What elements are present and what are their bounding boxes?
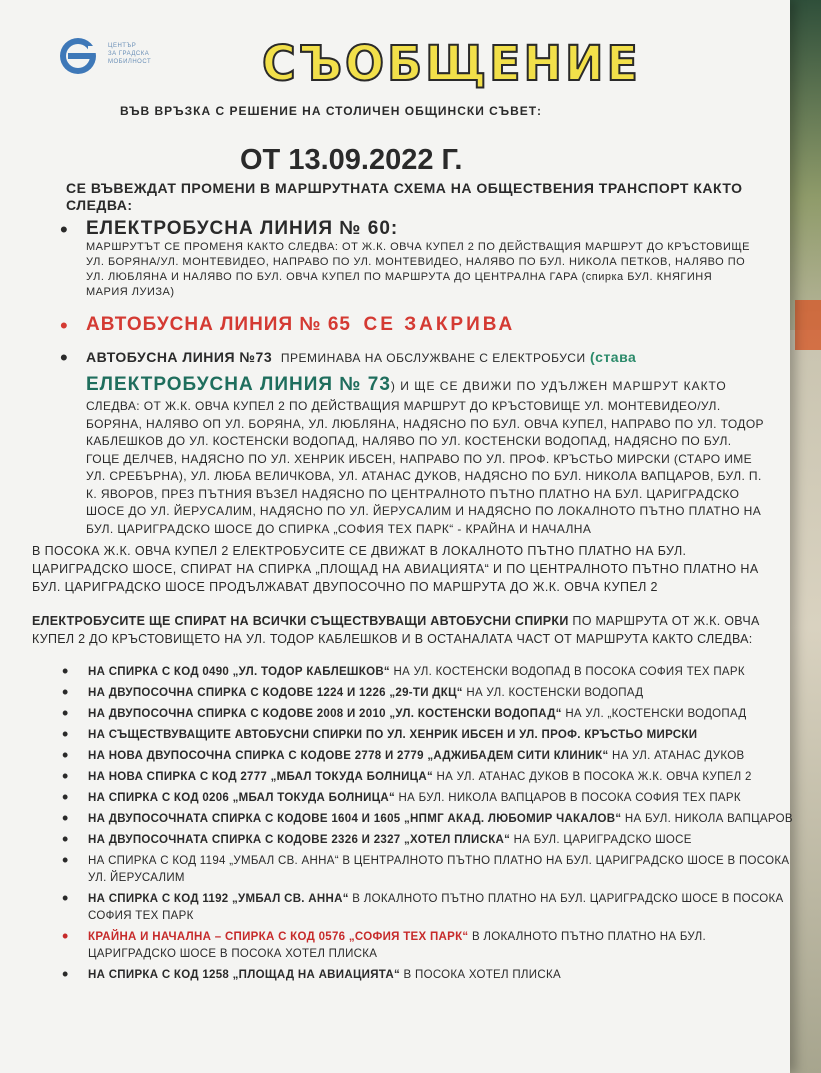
stop-rest-text: НА УЛ. АТАНАС ДУКОВ	[608, 750, 745, 762]
stop-bold-text: НА ДВУПОСОЧНА СПИРКА С КОДОВЕ 2008 И 2010 „УЛ. КОСТЕНСКИ ВОДОПАД“	[88, 708, 562, 720]
list-item	[84, 748, 794, 765]
stop-rest-text: НА БУЛ. ЦАРИГРАДСКО ШОСЕ	[510, 834, 692, 846]
stop-bold-text: НА СПИРКА С КОД 0206 „МБАЛ ТОКУДА БОЛНИЦА“	[88, 792, 396, 804]
stop-bold-text: НА СПИРКА С КОД 1192 „УМБАЛ СВ. АННА“	[88, 893, 349, 905]
list-item	[84, 706, 794, 723]
stop-rest-text: НА УЛ. КОСТЕНСКИ ВОДОПАД В ПОСОКА СОФИЯ ТЕХ ПАРК	[390, 666, 745, 678]
list-item	[84, 967, 794, 984]
stop-bold-text: НА НОВА СПИРКА С КОД 2777 „МБАЛ ТОКУДА БОЛНИЦА“	[88, 771, 434, 783]
line-60-heading: ЕЛЕКТРОБУСНА ЛИНИЯ № 60:	[86, 218, 399, 239]
line-73-new-row	[86, 374, 727, 396]
list-item	[84, 891, 794, 925]
list-item	[84, 853, 794, 887]
line-73-text-b: ) И ЩЕ СЕ ДВИЖИ ПО УДЪЛЖЕН МАРШРУТ КАКТО	[390, 379, 727, 393]
stop-rest-text: В ПОСОКА ХОТЕЛ ПЛИСКА	[400, 969, 561, 981]
stops-heading-rest: ПО МАРШРУТА ОТ Ж.К. ОВЧА КУПЕЛ 2 ДО КРЪСТОВИЩЕТО НА УЛ. ТОДОР КАБЛЕШКОВ И В ОСТАНАЛАТА ЧАСТ ОТ МАРШРУТА КАКТО СЛЕДВА:	[32, 614, 760, 646]
logo-icon	[52, 36, 104, 76]
stop-rest-text: НА СПИРКА С КОД 1194 „УМБАЛ СВ. АННА“ В ЦЕНТРАЛНОТО ПЪТНО ПЛАТНО НА БУЛ. ЦАРИГРАДСКО ШОСЕ В ПОСОКА УЛ. ЙЕРУСАЛИМ	[88, 855, 790, 884]
stop-bold-text: НА СПИРКА С КОД 0490 „УЛ. ТОДОР КАБЛЕШКОВ“	[88, 666, 390, 678]
line-73-direction: В ПОСОКА Ж.К. ОВЧА КУПЕЛ 2 ЕЛЕКТРОБУСИТЕ СЕ ДВИЖАТ В ЛОКАЛНОТО ПЪТНО ПЛАТНО НА БУЛ. ЦАРИГРАДСКО ШОСЕ, СПИРАТ НА СПИРКА „ПЛОЩАД НА АВИАЦИЯТА“ И ПО ЦЕНТРАЛНОТО ПЪТНО ПЛАТНО НА БУЛ. ЦАРИГРАДСКО ШОСЕ ПРОДЪЛЖАВАТ ДВУПОСОЧНО ПО МАРШРУТА ДО Ж.К. ОВЧА КУПЕЛ 2	[32, 544, 759, 594]
stop-rest-text: НА БУЛ. НИКОЛА ВАПЦАРОВ В ПОСОКА СОФИЯ ТЕХ ПАРК	[395, 792, 741, 804]
line-65-status: СЕ ЗАКРИВА	[363, 314, 516, 335]
line-73-heading-row	[86, 349, 776, 365]
stop-bold-text: НА СПИРКА С КОД 1258 „ПЛОЩАД НА АВИАЦИЯТА“	[88, 969, 401, 981]
list-item	[84, 664, 794, 681]
stop-rest-text: НА УЛ. КОСТЕНСКИ ВОДОПАД	[462, 687, 644, 699]
stop-bold-text: НА ДВУПОСОЧНАТА СПИРКА С КОДОВЕ 1604 И 1605 „НПМГ АКАД. ЛЮБОМИР ЧАКАЛОВ“	[88, 813, 622, 825]
bullet-73: •	[60, 345, 68, 370]
stops-heading-bold: ЕЛЕКТРОБУСИТЕ ЩЕ СПИРАТ НА ВСИЧКИ СЪЩЕСТВУВАЩИ АВТОБУСНИ СПИРКИ	[32, 614, 569, 628]
logo-line-3: МОБИЛНОСТ	[108, 59, 152, 65]
stop-bold-text: НА ДВУПОСОЧНАТА СПИРКА С КОДОВЕ 2326 И 2327 „ХОТЕЛ ПЛИСКА“	[88, 834, 511, 846]
line-73-text-a: ПРЕМИНАВА НА ОБСЛУЖВАНЕ С ЕЛЕКТРОБУСИ	[280, 351, 586, 365]
line-73-new-name: ЕЛЕКТРОБУСНА ЛИНИЯ № 73	[86, 374, 391, 395]
list-item	[84, 727, 794, 744]
background-object	[795, 300, 821, 350]
stop-bold-text: НА НОВА ДВУПОСОЧНА СПИРКА С КОДОВЕ 2778 И 2779 „АДЖИБАДЕМ СИТИ КЛИНИК“	[88, 750, 609, 762]
effective-date: ОТ 13.09.2022 Г.	[240, 144, 463, 176]
logo-line-2: ЗА ГРАДСКА	[108, 51, 150, 57]
line-65-heading	[86, 314, 515, 336]
list-item	[84, 811, 794, 828]
bullet-65: •	[60, 313, 68, 338]
list-item	[84, 769, 794, 786]
line-73-heading: АВТОБУСНА ЛИНИЯ №73	[86, 349, 273, 365]
line-73-route: СЛЕДВА: ОТ Ж.К. ОВЧА КУПЕЛ 2 ПО ДЕЙСТВАЩИЯ МАРШРУТ ДО КРЪСТОВИЩЕ УЛ. МОНТЕВИДЕО/УЛ. БОРЯНА, НАЛЯВО ОП УЛ. БОРЯНА, УЛ. ЛЮБЛЯНА, НАДЯСНО ПО БУЛ. ОВЧА КУПЕЛ, НАПРАВО ПО УЛ. ТОДОР КАБЛЕШКОВ ДО УЛ. КОСТЕНСКИ ВОДОПАД, НАЛЯВО ПО УЛ. КОСТЕНСКИ ВОДОПАД, НАДЯСНО ПО БУЛ. ГОЦЕ ДЕЛЧЕВ, НАДЯСНО ПО УЛ. ХЕНРИК ИБСЕН, НАПРАВО ПО УЛ. ПРОФ. КРЪСТЬО МИРСКИ (СТАРО ИМЕ УЛ. СРЕБЪРНА), УЛ. ЛЮБА ВЕЛИЧКОВА, УЛ. АТАНАС ДУКОВ, НАДЯСНО ПО БУЛ. НИКОЛА ВАПЦАРОВ, БУЛ. П. К. ЯВОРОВ, ПРЕЗ ПЪТНИЯ ВЪЗЕЛ НАДЯСНО ПО ЦЕНТРАЛНОТО ПЪТНО ПЛАТНО НА БУЛ. ЦАРИГРАДСКО ШОСЕ ДО УЛ. ЙЕРУСАЛИМ, НАДЯСНО ПО УЛ. ЙЕРУСАЛИМ И НАДЯСНО ПО ЛОКАЛНОТО ПЪТНО ПЛАТНО НА БУЛ. ЦАРИГРАДСКО ШОСЕ ДО СПИРКА „СОФИЯ ТЕХ ПАРК“ - КРАЙНА И НАЧАЛНА	[86, 399, 764, 536]
line-65-name: АВТОБУСНА ЛИНИЯ № 65	[86, 314, 351, 335]
stop-bold-text: НА СЪЩЕСТВУВАЩИТЕ АВТОБУСНИ СПИРКИ ПО УЛ. ХЕНРИК ИБСЕН И УЛ. ПРОФ. КРЪСТЬО МИРСКИ	[88, 729, 698, 741]
stops-list	[84, 664, 794, 988]
stop-bold-text: КРАЙНА И НАЧАЛНА – СПИРКА С КОД 0576 „СОФИЯ ТЕХ ПАРК“	[88, 931, 469, 943]
list-item	[84, 685, 794, 702]
line-73-note: (става	[590, 349, 637, 365]
intro-text: ВЪВ ВРЪЗКА С РЕШЕНИЕ НА СТОЛИЧЕН ОБЩИНСКИ СЪВЕТ:	[120, 104, 542, 118]
list-item	[84, 832, 794, 849]
logo-line-1: ЦЕНТЪР	[108, 43, 137, 49]
notice-title: СЪОБЩЕНИЕ	[262, 34, 641, 92]
bullet-60: •	[60, 217, 68, 242]
list-item	[84, 929, 794, 963]
stop-rest-text: НА БУЛ. НИКОЛА ВАПЦАРОВ	[621, 813, 793, 825]
list-item	[84, 790, 794, 807]
stop-rest-text: В ЛОКАЛНОТО ПЪТНО ПЛАТНО НА БУЛ. ЦАРИГРАДСКО ШОСЕ В ПОСОКА СОФИЯ ТЕХ ПАРК	[88, 893, 784, 922]
stops-heading	[32, 612, 767, 648]
stop-rest-text: НА УЛ. АТАНАС ДУКОВ В ПОСОКА Ж.К. ОВЧА КУПЕЛ 2	[433, 771, 752, 783]
logo-text	[108, 42, 151, 66]
stop-rest-text: В ЛОКАЛНОТО ПЪТНО ПЛАТНО НА БУЛ. ЦАРИГРАДСКО ШОСЕ В ПОСОКА ХОТЕЛ ПЛИСКА	[88, 931, 706, 960]
stop-rest-text: НА УЛ. „КОСТЕНСКИ ВОДОПАД	[561, 708, 747, 720]
lead-text: СЕ ВЪВЕЖДАТ ПРОМЕНИ В МАРШРУТНАТА СХЕМА НА ОБЩЕСТВЕНИЯ ТРАНСПОРТ КАКТО СЛЕДВА:	[66, 180, 743, 213]
line-60-text: МАРШРУТЪТ СЕ ПРОМЕНЯ КАКТО СЛЕДВА: ОТ Ж.К. ОВЧА КУПЕЛ 2 ПО ДЕЙСТВАЩИЯ МАРШРУТ ДО КРЪСТОВИЩЕ УЛ. БОРЯНА/УЛ. МОНТЕВИДЕО, НАПРАВО ПО УЛ. МОНТЕВИДЕО, НАЛЯВО ПО БУЛ. НИКОЛА ПЕТКОВ, НАЛЯВО ПО УЛ. ЛЮБЛЯНА И НАЛЯВО ПО БУЛ. ОВЧА КУПЕЛ ПО МАРШРУТА ДО ЦЕНТРАЛНА ГАРА (спирка БУЛ. КНЯГИНЯ МАРИЯ ЛУИЗА)	[86, 241, 751, 298]
stop-bold-text: НА ДВУПОСОЧНА СПИРКА С КОДОВЕ 1224 И 1226 „29-ТИ ДКЦ“	[88, 687, 463, 699]
